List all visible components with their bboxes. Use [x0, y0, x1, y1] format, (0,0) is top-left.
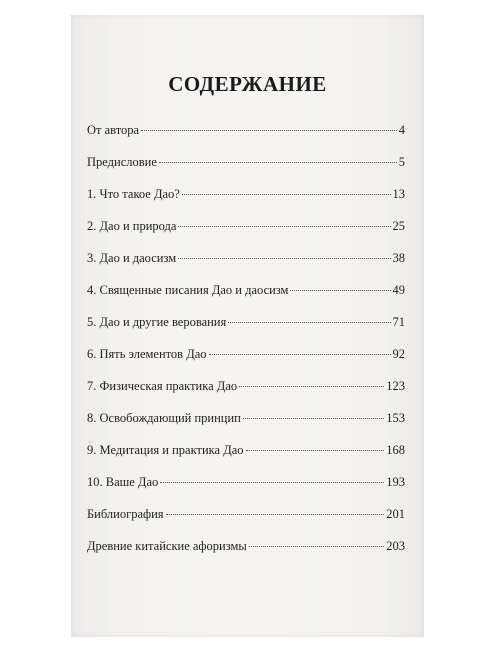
dot-leader [209, 354, 391, 355]
dot-leader [239, 386, 384, 387]
toc-entry-page-number: 25 [392, 219, 405, 233]
toc-entry [87, 315, 405, 347]
toc-entry [87, 539, 405, 571]
table-of-contents [87, 123, 405, 571]
toc-entry-page-number: 153 [386, 411, 405, 425]
toc-entry-page-number: 92 [392, 347, 405, 361]
toc-entry [87, 219, 405, 251]
toc-entry-title: 7. Физическая практика Дао [87, 379, 238, 393]
toc-entry-title: От автора [87, 123, 140, 137]
toc-entry [87, 475, 405, 507]
toc-entry-page-number: 168 [386, 443, 405, 457]
toc-entry [87, 379, 405, 411]
dot-leader [166, 514, 385, 515]
toc-entry-title: Предисловие [87, 155, 157, 169]
toc-entry-page-number: 193 [386, 475, 405, 489]
dot-leader [160, 482, 384, 483]
page-title: СОДЕРЖАНИЕ [168, 72, 327, 96]
toc-entry [87, 251, 405, 283]
toc-entry-title: 8. Освобождающий принцип [87, 411, 241, 425]
toc-entry-page-number: 201 [386, 507, 405, 521]
dot-leader [249, 546, 384, 547]
toc-entry [87, 283, 405, 315]
toc-entry [87, 347, 405, 379]
toc-entry-page-number: 38 [392, 251, 405, 265]
toc-entry-page-number: 49 [392, 283, 405, 297]
dot-leader [290, 290, 390, 291]
toc-entry [87, 507, 405, 539]
toc-entry-title: 6. Пять элементов Дао [87, 347, 207, 361]
book-page [71, 15, 424, 637]
dot-leader [159, 162, 397, 163]
toc-entry [87, 443, 405, 475]
toc-entry-page-number: 123 [386, 379, 405, 393]
toc-entry-page-number: 5 [398, 155, 405, 169]
toc-entry-title: Древние китайские афоризмы [87, 539, 247, 553]
toc-entry-page-number: 13 [392, 187, 405, 201]
toc-entry-title: 4. Священные писания Дао и даосизм [87, 283, 289, 297]
dot-leader [178, 258, 390, 259]
toc-entry-title: 1. Что такое Дао? [87, 187, 180, 201]
dot-leader [182, 194, 391, 195]
toc-entry-page-number: 71 [392, 315, 405, 329]
toc-entry-title: 3. Дао и даосизм [87, 251, 177, 265]
dot-leader [178, 226, 390, 227]
toc-entry-title: 5. Дао и другие верования [87, 315, 227, 329]
toc-entry [87, 155, 405, 187]
toc-entry-page-number: 4 [398, 123, 405, 137]
toc-entry [87, 187, 405, 219]
dot-leader [243, 418, 384, 419]
toc-entry-title: Библиография [87, 507, 164, 521]
toc-entry [87, 123, 405, 155]
toc-entry-page-number: 203 [386, 539, 405, 553]
toc-entry-title: 9. Медитация и практика Дао [87, 443, 244, 457]
toc-entry-title: 2. Дао и природа [87, 219, 177, 233]
toc-entry [87, 411, 405, 443]
toc-entry-title: 10. Ваше Дао [87, 475, 159, 489]
dot-leader [246, 450, 385, 451]
dot-leader [141, 130, 397, 131]
dot-leader [228, 322, 390, 323]
